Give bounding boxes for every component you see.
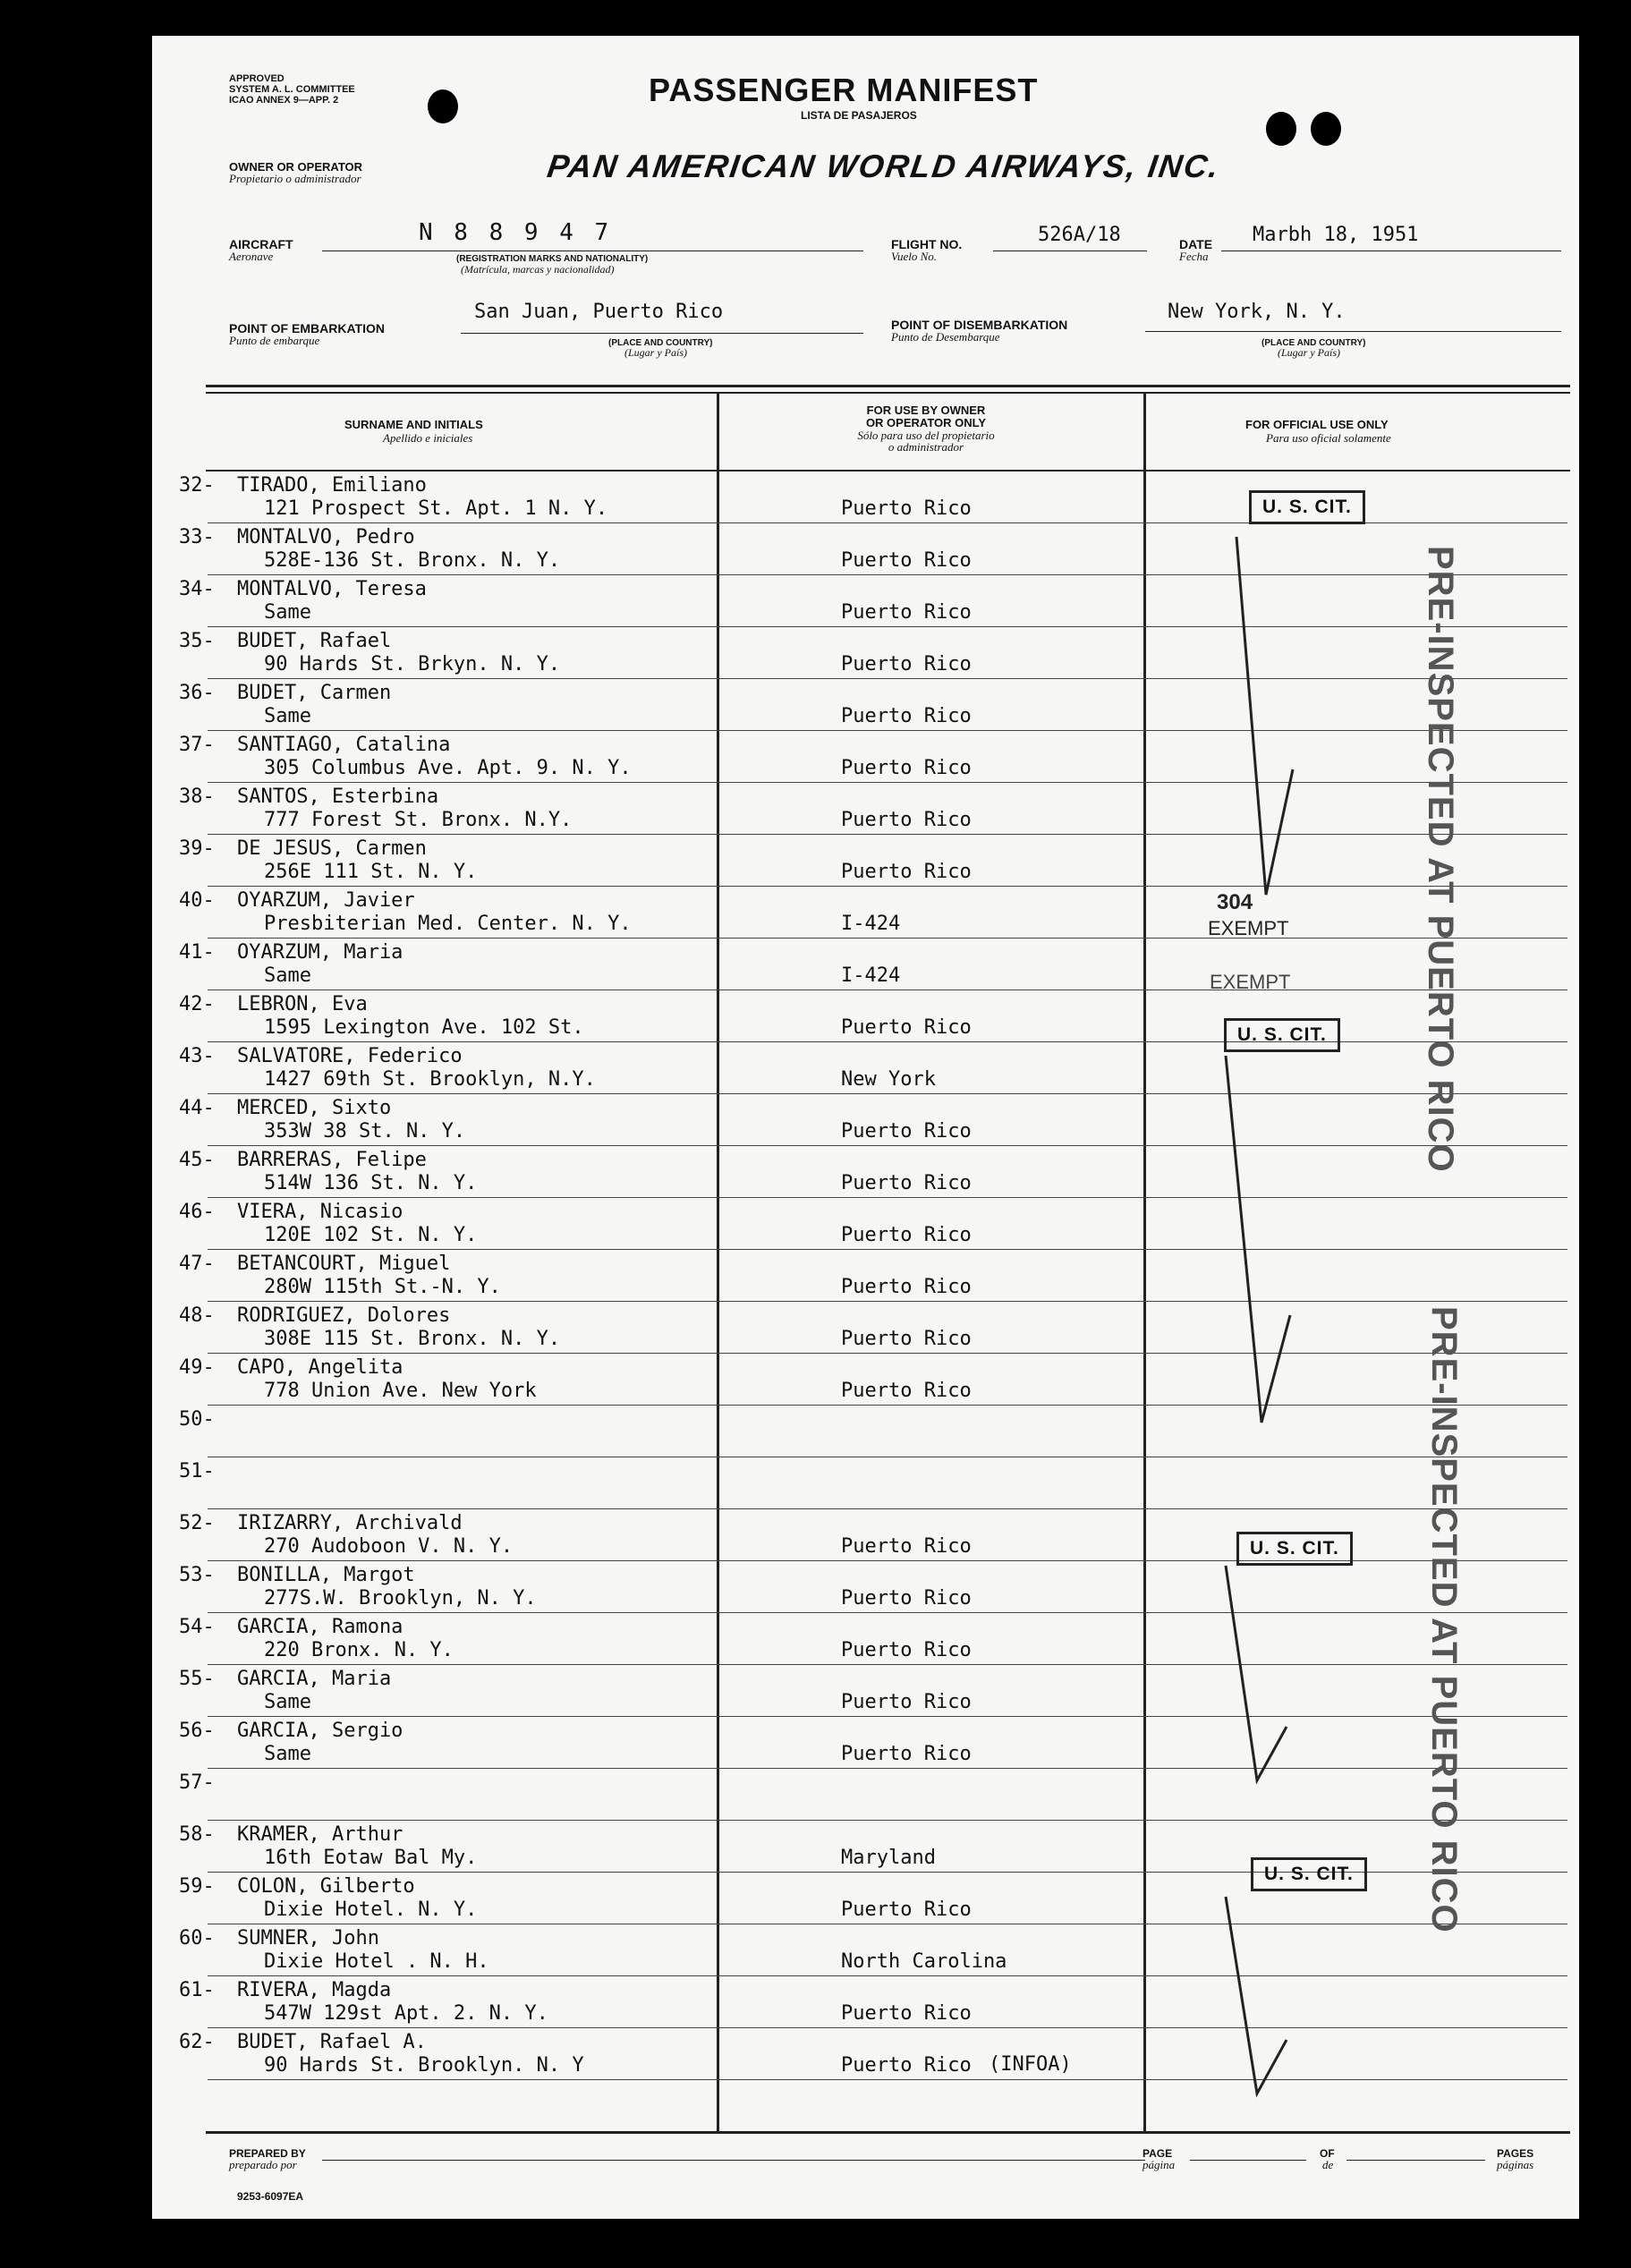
check-mark-icon [1190,519,1297,948]
row-number: 54- [179,1616,215,1638]
row-rule [208,1768,1567,1769]
passenger-address: 777 Forest St. Bronx. N.Y. [264,809,573,831]
passenger-name: BONILLA, Margot [237,1564,415,1586]
operator-note: Puerto Rico [841,757,972,779]
passenger-address: 547W 129st Apt. 2. N. Y. [264,2002,548,2025]
passenger-name: DE JESUS, Carmen [237,837,427,860]
row-rule [208,1612,1567,1613]
row-number: 51- [179,1460,215,1482]
passenger-name: RODRIGUEZ, Dolores [237,1304,451,1327]
row-number: 35- [179,630,215,652]
us-cit-stamp: U. S. CIT. [1249,490,1365,524]
embark-label: POINT OF EMBARKATION [229,321,385,336]
col-official-header: FOR OFFICIAL USE ONLY [1245,418,1389,431]
row-rule [208,782,1567,783]
row-rule [208,2079,1567,2080]
preinspected-stamp: PRE-INSPECTED AT PUERTO RICO [1421,546,1460,1173]
embark-label-es: Punto de embarque [229,334,320,347]
embark-underline [461,333,863,334]
operator-note: I-424 [841,913,901,935]
operator-note: Puerto Rico [841,1224,972,1246]
passenger-name: BETANCOURT, Miguel [237,1253,451,1275]
passenger-address: Same [264,1743,311,1765]
operator-note: Puerto Rico [841,653,972,675]
passenger-address: Dixie Hotel . N. H. [264,1950,489,1973]
col-official-header-es: Para uso oficial solamente [1266,431,1391,445]
operator-note: Puerto Rico [841,1743,972,1765]
row-rule [208,678,1567,679]
passenger-address: 353W 38 St. N. Y. [264,1120,466,1142]
check-mark-icon [1190,1888,1297,2138]
check-mark-icon [1190,1557,1297,1843]
row-number: 61- [179,1979,215,2001]
passenger-address: 90 Hards St. Brooklyn. N. Y [264,2054,584,2077]
us-cit-stamp: U. S. CIT. [1236,1532,1353,1566]
col-surname-header-es: Apellido e iniciales [383,431,473,445]
row-rule [208,834,1567,835]
operator-note: Puerto Rico [841,1328,972,1350]
row-rule [208,626,1567,627]
us-cit-stamp: U. S. CIT. [1251,1857,1367,1891]
of-label: OF [1320,2147,1335,2160]
embark-place-note-es: (Lugar y País) [624,346,687,359]
row-number: 60- [179,1927,215,1949]
col-operator-es2: o administrador [888,440,964,454]
passenger-name: SANTIAGO, Catalina [237,734,451,756]
row-rule [208,938,1567,939]
row-number: 49- [179,1356,215,1379]
row-number: 53- [179,1564,215,1586]
punch-hole [1266,112,1296,146]
passenger-name: GARCIA, Maria [237,1668,392,1690]
row-rule [208,1560,1567,1561]
passenger-address: Same [264,964,311,987]
passenger-address: 16th Eotaw Bal My. [264,1847,478,1869]
operator-note: Puerto Rico [841,1535,972,1558]
operator-note: I-424 [841,964,901,987]
row-number: 34- [179,578,215,600]
row-number: 56- [179,1720,215,1742]
passenger-name: BUDET, Rafael [237,630,392,652]
passenger-name: MERCED, Sixto [237,1097,392,1119]
operator-note: Puerto Rico [841,601,972,624]
header-rule [206,385,1570,387]
us-cit-stamp: U. S. CIT. [1224,1018,1340,1052]
row-number: 33- [179,526,215,548]
manifest-sheet [152,36,1579,2219]
passenger-name: OYARZUM, Javier [237,889,415,912]
disembark-place-note-es: (Lugar y País) [1278,346,1340,359]
aircraft-note: (REGISTRATION MARKS AND NATIONALITY) [456,254,649,264]
punch-hole [428,89,458,123]
disembark-place-note: (PLACE AND COUNTRY) [1261,338,1366,348]
aircraft-note-es: (Matrícula, marcas y nacionalidad) [461,263,615,276]
passenger-address: 270 Audoboon V. N. Y. [264,1535,514,1558]
passenger-address: Dixie Hotel. N. Y. [264,1898,478,1921]
footer-rule [206,2131,1570,2134]
aircraft-label-es: Aeronave [229,250,274,263]
passenger-address: 220 Bronx. N. Y. [264,1639,454,1661]
operator-note: New York [841,1068,936,1091]
row-rule [208,730,1567,731]
row-number: 48- [179,1304,215,1327]
row-number: 47- [179,1253,215,1275]
row-number: 46- [179,1201,215,1223]
row-rule [208,2027,1567,2028]
row-number: 38- [179,786,215,808]
passenger-address: 514W 136 St. N. Y. [264,1172,478,1194]
owner-label-es: Propietario o administrador [229,172,361,185]
approval-block [229,73,355,106]
operator-note: Puerto Rico [841,497,972,520]
passenger-name: KRAMER, Arthur [237,1823,404,1846]
passenger-address: 1427 69th St. Brooklyn, N.Y. [264,1068,596,1091]
flight-value: 526A/18 [1038,224,1121,246]
col-operator-line2: OR OPERATOR ONLY [865,416,987,429]
row-rule [208,1405,1567,1406]
col-operator-header [837,404,1015,429]
date-value: Marbh 18, 1951 [1253,224,1419,246]
passenger-address: 280W 115th St.-N. Y. [264,1276,501,1298]
pages-label-es: páginas [1497,2158,1534,2171]
row-number: 50- [179,1408,215,1431]
row-number: 44- [179,1097,215,1119]
col-surname-header: SURNAME AND INITIALS [344,418,483,431]
passenger-name: GARCIA, Sergio [237,1720,404,1742]
passenger-name: GARCIA, Ramona [237,1616,404,1638]
exempt-stamp: EXEMPT [1208,917,1289,939]
approval-annex: ICAO ANNEX 9—APP. 2 [229,95,339,106]
page-label: PAGE [1143,2147,1173,2160]
prepared-by-line [322,2160,1145,2161]
exempt-code: 304 [1217,890,1253,914]
punch-hole [1311,112,1341,146]
row-number: 37- [179,734,215,756]
date-label: DATE [1179,237,1213,251]
operator-note: Puerto Rico [841,1120,972,1142]
disembark-label: POINT OF DISEMBARKATION [891,318,1068,332]
row-rule [208,1353,1567,1354]
col-operator-header-es [819,429,1033,453]
of-line [1346,2160,1485,2161]
operator-note: Maryland [841,1847,936,1869]
aircraft-value: N 8 8 9 4 7 [419,219,613,246]
header-rule [206,392,1570,394]
page-line [1190,2160,1306,2161]
form-number: 9253-6097EA [237,2190,304,2203]
passenger-name: BUDET, Rafael A. [237,2031,427,2053]
row-number: 43- [179,1045,215,1067]
row-rule [208,574,1567,575]
passenger-address: 308E 115 St. Bronx. N. Y. [264,1328,561,1350]
operator-note: Puerto Rico [841,549,972,572]
row-number: 45- [179,1149,215,1171]
page-subtitle: LISTA DE PASAJEROS [801,109,917,122]
row-number: 58- [179,1823,215,1846]
embark-value: San Juan, Puerto Rico [474,301,724,323]
row-rule [208,1975,1567,1976]
row-rule [208,1301,1567,1302]
passenger-name: IRIZARRY, Archivald [237,1512,463,1534]
pages-label: PAGES [1497,2147,1534,2160]
passenger-address: 528E-136 St. Bronx. N. Y. [264,549,561,572]
infoa-note: (INFOA) [989,2053,1072,2076]
column-divider [1143,394,1146,2134]
row-rule [208,1041,1567,1042]
passenger-name: MONTALVO, Pedro [237,526,415,548]
date-label-es: Fecha [1179,250,1209,263]
operator-note: Puerto Rico [841,1639,972,1661]
passenger-address: Presbiterian Med. Center. N. Y. [264,913,632,935]
passenger-name: SANTOS, Esterbina [237,786,439,808]
row-number: 40- [179,889,215,912]
passenger-name: MONTALVO, Teresa [237,578,427,600]
flight-label: FLIGHT NO. [891,237,963,251]
operator-note: Puerto Rico [841,1276,972,1298]
page-title: PASSENGER MANIFEST [649,72,1039,108]
prepared-by-label-es: preparado por [229,2158,297,2171]
passenger-name: TIRADO, Emiliano [237,474,427,497]
operator-note: Puerto Rico [841,705,972,727]
passenger-address: 305 Columbus Ave. Apt. 9. N. Y. [264,757,632,779]
page-label-es: página [1143,2158,1176,2171]
row-rule [208,1508,1567,1509]
embark-place-note: (PLACE AND COUNTRY) [608,338,713,348]
passenger-name: COLON, Gilberto [237,1875,415,1898]
passenger-address: Same [264,705,311,727]
prepared-by-label: PREPARED BY [229,2147,306,2160]
operator-note: Puerto Rico [841,1172,972,1194]
owner-name: PAN AMERICAN WORLD AIRWAYS, INC. [545,148,1223,184]
flight-label-es: Vuelo No. [891,250,938,263]
row-number: 52- [179,1512,215,1534]
row-rule [208,1820,1567,1821]
operator-note: Puerto Rico [841,2002,972,2025]
passenger-address: 778 Union Ave. New York [264,1380,537,1402]
row-number: 57- [179,1771,215,1794]
row-number: 62- [179,2031,215,2053]
passenger-name: OYARZUM, Maria [237,941,404,964]
column-divider [717,394,719,2134]
row-number: 36- [179,682,215,704]
passenger-name: BUDET, Carmen [237,682,392,704]
passenger-name: CAPO, Angelita [237,1356,404,1379]
operator-note: Puerto Rico [841,1016,972,1039]
disembark-underline [1145,331,1561,332]
passenger-address: Same [264,601,311,624]
passenger-address: 256E 111 St. N. Y. [264,861,478,883]
passenger-name: VIERA, Nicasio [237,1201,404,1223]
passenger-address: 90 Hards St. Brkyn. N. Y. [264,653,561,675]
row-rule [208,1716,1567,1717]
aircraft-label: AIRCRAFT [229,237,293,251]
col-operator-line1: FOR USE BY OWNER [866,403,986,417]
owner-label: OWNER OR OPERATOR [229,160,363,174]
disembark-label-es: Punto de Desembarque [891,330,1000,344]
passenger-address: 121 Prospect St. Apt. 1 N. Y. [264,497,608,520]
operator-note: Puerto Rico [841,809,972,831]
operator-note: Puerto Rico [841,1898,972,1921]
row-number: 55- [179,1668,215,1690]
row-rule [208,886,1567,887]
row-number: 41- [179,941,215,964]
disembark-value: New York, N. Y. [1168,301,1346,323]
column-header-rule [206,470,1570,471]
row-rule [208,1093,1567,1094]
approved-label: APPROVED [229,73,285,84]
passenger-name: RIVERA, Magda [237,1979,392,2001]
passenger-address: 1595 Lexington Ave. 102 St. [264,1016,584,1039]
row-number: 42- [179,993,215,1015]
row-number: 32- [179,474,215,497]
col-operator-es1: Sólo para uso del propietario [857,429,995,442]
row-rule [208,1197,1567,1198]
operator-note: North Carolina [841,1950,1007,1973]
passenger-name: SALVATORE, Federico [237,1045,463,1067]
passenger-name: BARRERAS, Felipe [237,1149,427,1171]
exempt-stamp: EXEMPT [1210,971,1291,993]
passenger-address: Same [264,1691,311,1713]
approval-committee: SYSTEM A. L. COMMITTEE [229,84,355,95]
operator-note: Puerto Rico [841,2054,972,2077]
row-number: 39- [179,837,215,860]
row-rule [208,1145,1567,1146]
operator-note: Puerto Rico [841,1380,972,1402]
row-number: 59- [179,1875,215,1898]
operator-note: Puerto Rico [841,1587,972,1610]
row-rule [208,1249,1567,1250]
of-label-es: de [1322,2158,1334,2171]
passenger-address: 277S.W. Brooklyn, N. Y. [264,1587,537,1610]
operator-note: Puerto Rico [841,1691,972,1713]
passenger-address: 120E 102 St. N. Y. [264,1224,478,1246]
row-rule [208,1664,1567,1665]
passenger-name: SUMNER, John [237,1927,379,1949]
preinspected-stamp: PRE-INSPECTED AT PUERTO RICO [1424,1306,1464,1933]
check-mark-icon [1190,1047,1297,1458]
operator-note: Puerto Rico [841,861,972,883]
passenger-name: LEBRON, Eva [237,993,368,1015]
